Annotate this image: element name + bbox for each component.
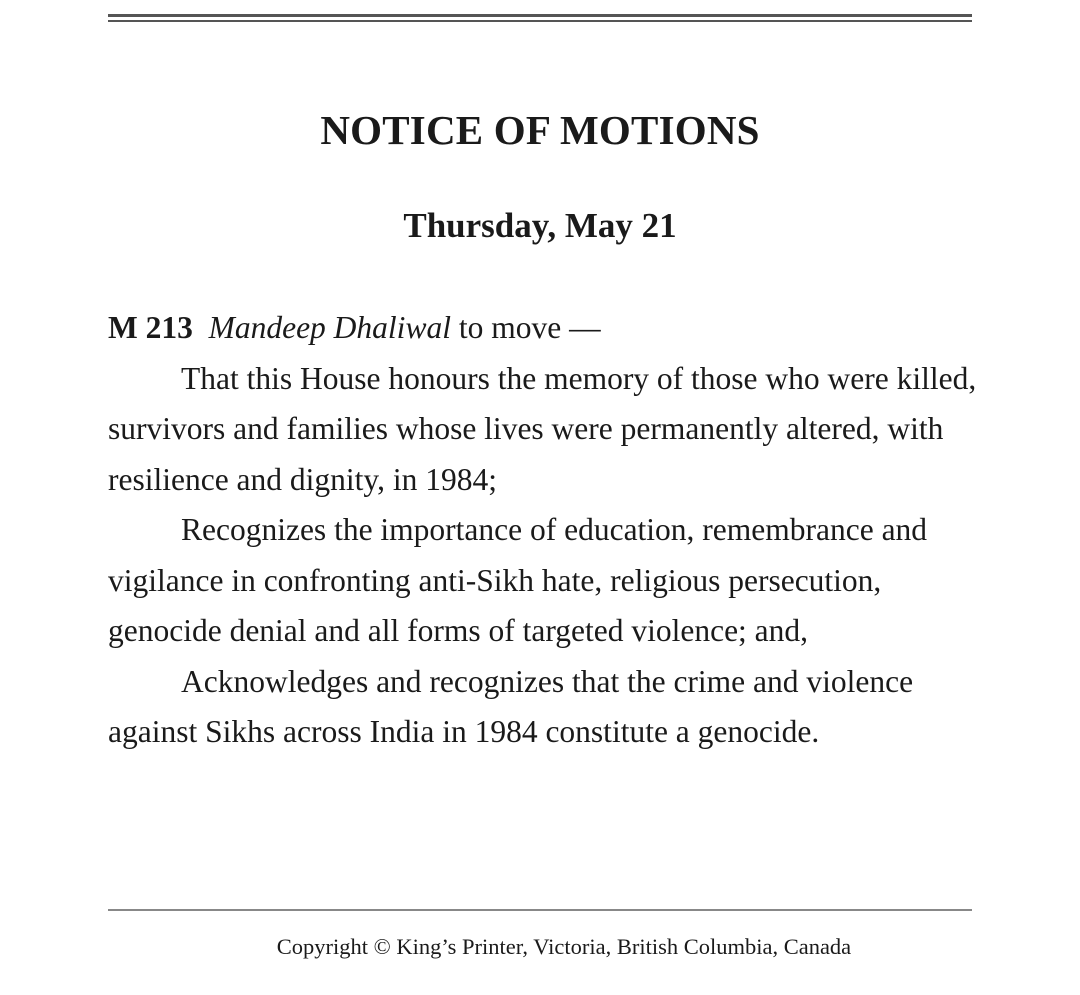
motion-paragraph: Acknowledges and recognizes that the crime and violence against Sikhs across India in 1984 constitute a genocide. xyxy=(108,663,914,749)
copyright-notice: Copyright © King’s Printer, Victoria, British Columbia, Canada xyxy=(276,934,852,959)
top-double-rule xyxy=(108,14,972,23)
page-title: NOTICE OF MOTIONS xyxy=(320,107,760,153)
motion-member: Mandeep Dhaliwal xyxy=(208,310,451,345)
motion-paragraph: Recognizes the importance of education, remembrance and vigilance in confronting anti-Sikh hate, religious persecution, genocide denial and all forms of targeted violence; and, xyxy=(108,512,928,648)
motion-number: M 213 xyxy=(108,310,193,345)
bottom-rule xyxy=(108,909,972,911)
top-rule-line xyxy=(108,14,972,17)
motion-block xyxy=(108,303,988,758)
sitting-date: Thursday, May 21 xyxy=(403,206,677,245)
footer xyxy=(0,934,1080,960)
motion-heading xyxy=(108,303,988,354)
motion-to-move: to move — xyxy=(458,310,601,345)
top-rule-line xyxy=(108,20,972,22)
motion-paragraph: That this House honours the memory of those who were killed, survivors and families whose lives were permanently altered, with resilience and dignity, in 1984; xyxy=(108,360,977,497)
